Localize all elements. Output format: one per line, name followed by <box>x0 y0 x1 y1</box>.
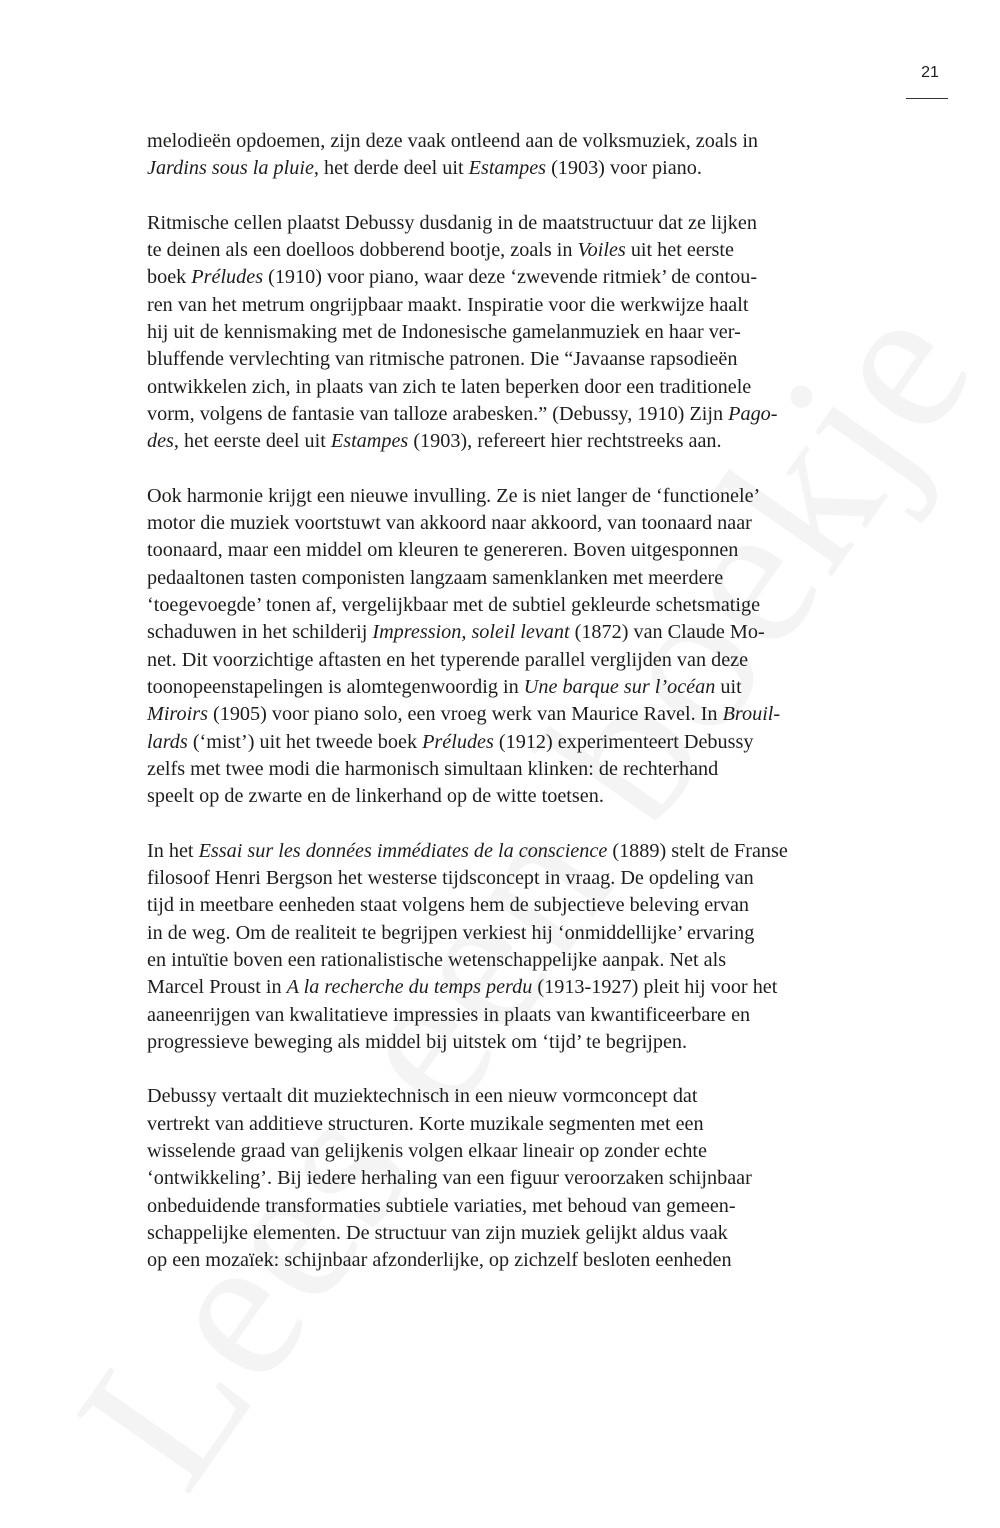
text-line <box>147 974 877 1001</box>
text-line <box>147 346 877 373</box>
italic-title: Estampes <box>468 157 547 180</box>
paragraph <box>147 838 877 1056</box>
text-line <box>147 920 877 947</box>
text-line <box>147 1029 877 1056</box>
text-segment: ren van het metrum ongrijpbaar maakt. Inspiratie voor die werkwijze haalt <box>147 293 749 316</box>
text-segment: en intuïtie boven een rationalistische wetenschappelijke aanpak. Net als <box>147 948 727 971</box>
text-segment: Ritmische cellen plaatst Debussy dusdanig in de maatstructuur dat ze lijken <box>147 211 757 234</box>
text-segment: hij uit de kennismaking met de Indonesische gamelanmuziek en haar ver- <box>147 321 741 344</box>
text-segment: melodieën opdoemen, zijn deze vaak ontleend aan de volksmuziek, zoals in <box>147 130 759 152</box>
text-segment: vorm, volgens de fantasie van talloze arabesken.” (Debussy, 1910) Zijn <box>147 402 729 425</box>
text-segment: vertrekt van additieve structuren. Korte muzikale segmenten met een <box>147 1112 704 1135</box>
page-number: 21 <box>921 64 939 81</box>
text-segment: zelfs met twee modi die harmonisch simultaan klinken: de rechterhand <box>147 757 719 780</box>
text-segment: schappelijke elementen. De structuur van zijn muziek gelijkt aldus vaak <box>147 1221 728 1244</box>
paragraph <box>147 128 877 183</box>
text-segment: Marcel Proust in <box>147 976 287 999</box>
text-line <box>147 865 877 892</box>
text-segment: uit <box>715 675 742 698</box>
text-segment: (1872) van Claude Mo- <box>569 621 765 644</box>
text-segment: aaneenrijgen van kwalitatieve impressies in plaats van kwantificeerbare en <box>147 1003 751 1026</box>
text-segment: net. Dit voorzichtige aftasten en het typerende parallel verglijden van deze <box>147 648 749 671</box>
text-segment: motor die muziek voortstuwt van akkoord naar akkoord, van toonaard naar <box>147 512 752 535</box>
text-line <box>147 1002 877 1029</box>
text-segment: , het eerste deel uit <box>173 430 331 453</box>
text-line <box>147 647 877 674</box>
text-line <box>147 1165 877 1192</box>
text-segment: onbeduidende transformaties subtiele variaties, met behoud van gemeen- <box>147 1194 736 1217</box>
text-line <box>147 264 877 291</box>
text-segment: speelt op de zwarte en de linkerhand op de witte toetsen. <box>147 785 604 808</box>
text-line <box>147 401 877 428</box>
text-line <box>147 674 877 701</box>
italic-title: Estampes <box>330 430 409 453</box>
italic-title: Brouil- <box>722 703 781 726</box>
italic-title: Une barque sur l’océan <box>523 675 716 698</box>
text-line <box>147 756 877 783</box>
text-line <box>147 1111 877 1138</box>
text-segment: (1903), refereert hier rechtstreeks aan. <box>408 430 722 453</box>
text-segment: Ook harmonie krijgt een nieuwe invulling. Ze is niet langer de ‘functionele’ <box>147 484 761 507</box>
italic-title: Préludes <box>191 266 264 289</box>
text-line <box>147 210 877 237</box>
text-line <box>147 947 877 974</box>
text-line <box>147 565 877 592</box>
text-line <box>147 783 877 810</box>
text-line <box>147 537 877 564</box>
italic-title: Impression, soleil levant <box>372 621 570 644</box>
text-segment: progressieve beweging als middel bij uitstek om ‘tijd’ te begrijpen. <box>147 1030 688 1053</box>
text-segment: Debussy vertaalt dit muziektechnisch in een nieuw vormconcept dat <box>147 1085 698 1108</box>
text-line <box>147 729 877 756</box>
text-segment: boek <box>147 266 192 289</box>
italic-title: Pago- <box>728 402 778 425</box>
text-line <box>147 510 877 537</box>
text-line <box>147 428 877 455</box>
text-segment: bluffende vervlechting van ritmische patronen. Die “Javaanse rapsodieën <box>147 348 738 371</box>
text-segment: (1889) stelt de Franse <box>607 839 788 862</box>
text-line <box>147 619 877 646</box>
text-segment: toonaard, maar een middel om kleuren te genereren. Boven uitgesponnen <box>147 539 739 562</box>
text-segment: (1913-1927) pleit hij voor het <box>532 976 778 999</box>
text-segment: filosoof Henri Bergson het westerse tijdsconcept in vraag. De opdeling van <box>147 867 754 890</box>
paragraph <box>147 1083 877 1274</box>
text-segment: uit het eerste <box>625 239 734 262</box>
text-segment: ‘toegevoegde’ tonen af, vergelijkbaar met de subtiel gekleurde schetsmatige <box>147 594 761 617</box>
text-segment: , het derde deel uit <box>313 157 469 180</box>
text-segment: in de weg. Om de realiteit te begrijpen verkiest hij ‘onmiddellijke’ ervaring <box>147 921 755 944</box>
text-line <box>147 1247 877 1274</box>
text-line <box>147 838 877 865</box>
text-line <box>147 319 877 346</box>
text-segment: (‘mist’) uit het tweede boek <box>187 730 423 753</box>
text-line <box>147 483 877 510</box>
paragraph <box>147 210 877 456</box>
text-segment: pedaaltonen tasten componisten langzaam samenklanken met meerdere <box>147 566 724 589</box>
text-segment: wisselende graad van gelijkenis volgen elkaar lineair op zonder echte <box>147 1139 707 1162</box>
text-segment: tijd in meetbare eenheden staat volgens hem de subjectieve beleving ervan <box>147 894 750 917</box>
text-line <box>147 292 877 319</box>
text-line <box>147 237 877 264</box>
text-segment: schaduwen in het schilderij <box>147 621 373 644</box>
text-line <box>147 592 877 619</box>
text-line <box>147 128 877 155</box>
text-line <box>147 701 877 728</box>
body-text <box>147 128 877 1302</box>
text-segment: ‘ontwikkeling’. Bij iedere herhaling van een figuur veroorzaken schijnbaar <box>147 1167 752 1190</box>
text-line <box>147 892 877 919</box>
italic-title: Essai sur les données immédiates de la conscience <box>198 839 608 862</box>
italic-title: des <box>147 430 174 453</box>
text-segment: (1910) voor piano, waar deze ‘zwevende ritmiek’ de contou- <box>263 266 758 289</box>
italic-title: A la recherche du temps perdu <box>286 976 533 999</box>
text-line <box>147 1083 877 1110</box>
text-line <box>147 374 877 401</box>
italic-title: lards <box>147 730 188 753</box>
text-segment: op een mozaïek: schijnbaar afzonderlijke, op zichzelf besloten eenheden <box>147 1249 732 1272</box>
text-segment: ontwikkelen zich, in plaats van zich te laten beperken door een traditionele <box>147 375 752 398</box>
text-segment: (1905) voor piano solo, een vroeg werk van Maurice Ravel. In <box>207 703 723 726</box>
text-line <box>147 1193 877 1220</box>
text-segment: In het <box>147 839 199 862</box>
text-line <box>147 1138 877 1165</box>
paragraph <box>147 483 877 811</box>
text-line <box>147 1220 877 1247</box>
text-segment: te deinen als een doelloos dobberend bootje, zoals in <box>147 239 578 262</box>
text-line <box>147 155 877 182</box>
italic-title: Jardins sous la pluie <box>147 157 314 180</box>
italic-title: Voiles <box>577 239 626 262</box>
text-segment: (1903) voor piano. <box>546 157 702 180</box>
text-segment: (1912) experimenteert Debussy <box>493 730 754 753</box>
italic-title: Miroirs <box>147 703 208 726</box>
italic-title: Préludes <box>422 730 494 753</box>
text-segment: toonopeenstapelingen is alomtegenwoordig in <box>147 675 524 698</box>
page-number-rule <box>906 98 948 99</box>
